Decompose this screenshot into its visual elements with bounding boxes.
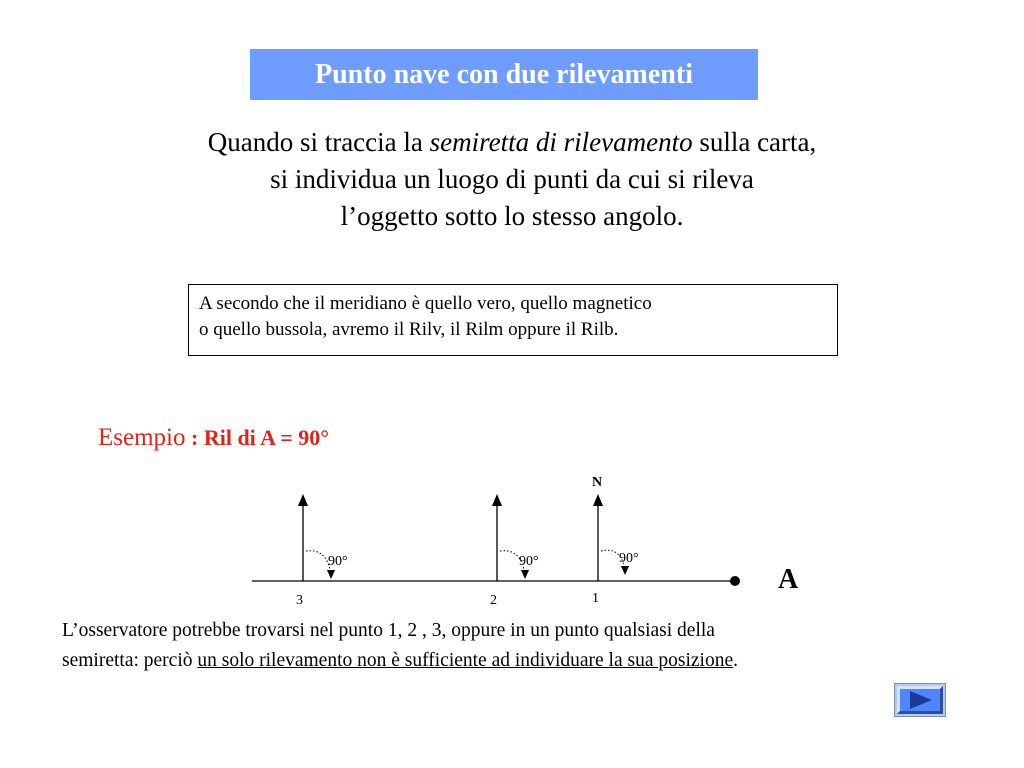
object-point	[730, 576, 740, 586]
conclusion-line-2	[62, 646, 972, 676]
example-value: : Ril di A = 90°	[185, 425, 330, 450]
observer-point-1	[592, 475, 639, 606]
meridian-arrow-2	[492, 494, 502, 506]
bearing-diagram	[0, 460, 1024, 620]
point-label-3: 3	[296, 593, 303, 608]
intro-line-1-pre: Quando si traccia la	[207, 127, 430, 157]
object-label: A	[778, 564, 799, 595]
intro-emphasis: semiretta di rilevamento	[429, 127, 693, 157]
meridian-arrow-1	[593, 494, 603, 506]
intro-line-3: l’oggetto sotto lo stesso angolo.	[340, 201, 684, 231]
meridian-arrow-3	[298, 494, 308, 506]
point-label-1: 1	[592, 591, 599, 606]
meridian-note-box	[188, 284, 838, 356]
angle-arrow-3	[327, 570, 335, 579]
north-label: N	[592, 475, 603, 490]
angle-label-2: 90°	[519, 554, 539, 569]
example-heading	[98, 424, 329, 452]
angle-arrow-1	[621, 566, 629, 575]
intro-line-1-post: sulla carta,	[692, 127, 817, 157]
intro-line-2: si individua un luogo di punti da cui si rileva	[270, 164, 754, 194]
conclusion-line-2-pre: semiretta: perciò	[62, 650, 198, 671]
conclusion-line-2-post: .	[733, 650, 738, 671]
conclusion-underlined: un solo rilevamento non è sufficiente ad individuare la sua posizione	[197, 650, 734, 671]
note-line-2: o quello bussola, avremo il Rilv, il Rilm oppure il Rilb.	[199, 319, 619, 340]
point-label-2: 2	[490, 593, 497, 608]
example-label: Esempio	[98, 424, 186, 451]
angle-arrow-2	[521, 570, 529, 579]
conclusion-line-1: L’osservatore potrebbe trovarsi nel punto 1, 2 , 3, oppure in un punto qualsiasi della	[62, 620, 715, 641]
observer-point-2	[490, 494, 539, 608]
note-line-1: A secondo che il meridiano è quello vero, quello magnetico	[199, 293, 652, 314]
next-slide-button[interactable]	[894, 683, 946, 717]
slide-title-text: Punto nave con due rilevamenti	[315, 58, 693, 90]
intro-line-1	[62, 124, 962, 161]
play-right-icon	[894, 683, 946, 717]
angle-label-3: 90°	[328, 554, 348, 569]
angle-label-1: 90°	[619, 551, 639, 566]
slide-title	[250, 49, 758, 100]
intro-paragraph	[62, 124, 962, 235]
observer-point-3	[296, 494, 348, 608]
conclusion-paragraph	[62, 616, 972, 676]
